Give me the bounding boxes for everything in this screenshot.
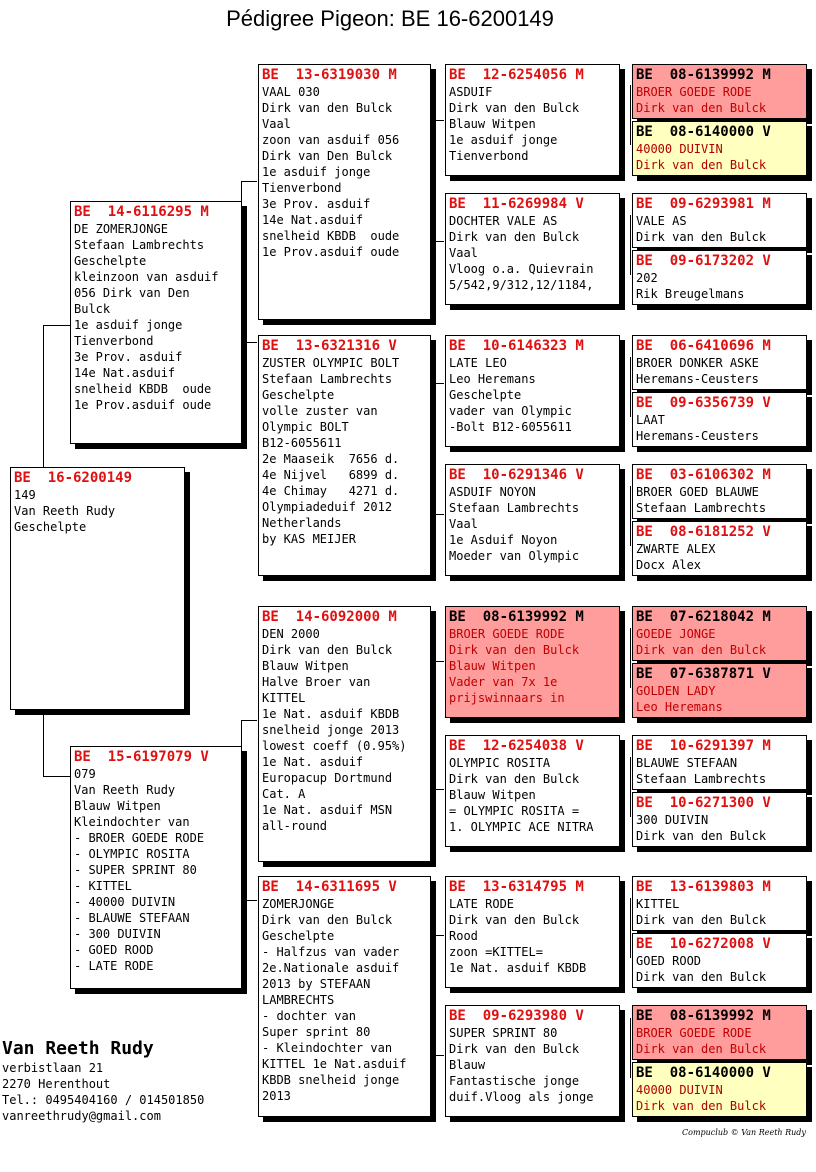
page-title: Pédigree Pigeon: BE 16-6200149 xyxy=(226,6,554,31)
pigeon-info-line: duif.Vloog als jonge xyxy=(449,1090,594,1104)
pigeon-info-line: lowest coeff (0.95%) xyxy=(262,739,407,753)
pigeon-info-line: Cat. A xyxy=(262,787,306,801)
pigeon-info-line: Dirk van den Bulck xyxy=(262,913,393,927)
pigeon-name: VAAL 030 xyxy=(262,85,320,99)
owner-block xyxy=(2,1038,204,1124)
connector-line xyxy=(430,514,444,515)
pigeon-name: DOCHTER VALE AS xyxy=(449,214,558,228)
pigeon-info-line: = OLYMPIC ROSITA = xyxy=(449,804,580,818)
pigeon-info-line: 1e Prov.asduif oude xyxy=(74,398,212,412)
pigeon-info-line: Super sprint 80 xyxy=(262,1025,371,1039)
pigeon-card-dddd[interactable] xyxy=(632,1062,807,1117)
pigeon-card-ddss[interactable] xyxy=(632,876,807,931)
ring-number: BE 11-6269984 V xyxy=(449,196,584,212)
pigeon-card-sdsd[interactable] xyxy=(632,392,807,447)
pigeon-info-line: Blauw Witpen xyxy=(262,659,349,673)
pigeon-info-line: - BLAUWE STEFAAN xyxy=(74,911,190,925)
pigeon-info-line: Europacup Dortmund xyxy=(262,771,393,785)
pigeon-card-sire[interactable] xyxy=(70,201,242,444)
ring-number: BE 14-6311695 V xyxy=(262,879,397,895)
ring-number: BE 10-6291397 M xyxy=(636,738,771,754)
pigeon-info-line: Dirk van den Bulck xyxy=(636,643,767,657)
pigeon-card-ddds[interactable] xyxy=(632,1005,807,1060)
pigeon-info-line: Stefaan Lambrechts xyxy=(636,501,767,515)
ring-number: BE 08-6181252 V xyxy=(636,524,771,540)
pigeon-info-line: Rik Breugelmans xyxy=(636,287,745,301)
pigeon-name: BROER GOED BLAUWE xyxy=(636,485,759,499)
pigeon-info-line: Kleindochter van xyxy=(74,815,190,829)
pigeon-info-line: - Halfzus van vader xyxy=(262,945,400,959)
pigeon-name: LATE RODE xyxy=(449,897,515,911)
pigeon-card-sssd[interactable] xyxy=(632,121,807,176)
pigeon-card-dds[interactable] xyxy=(445,876,620,988)
ring-number: BE 13-6139803 M xyxy=(636,879,771,895)
pigeon-info-line: - KITTEL xyxy=(74,879,132,893)
pigeon-info-line: 2013 xyxy=(262,1089,291,1103)
ring-number: BE 10-6146323 M xyxy=(449,338,584,354)
pigeon-info-line: Docx Alex xyxy=(636,558,702,572)
connector-line xyxy=(630,628,631,688)
pigeon-info-line: Blauw Witpen xyxy=(449,788,536,802)
owner-phone: Tel.: 0495404160 / 014501850 xyxy=(2,1093,205,1107)
pigeon-name: 149 xyxy=(14,488,36,502)
pigeon-info-line: Dirk van Den Bulck xyxy=(262,149,393,163)
pigeon-name: OLYMPIC ROSITA xyxy=(449,756,551,770)
pigeon-card-ssds[interactable] xyxy=(632,193,807,248)
pigeon-info-line: Dirk van den Bulck xyxy=(449,772,580,786)
pigeon-card-sss[interactable] xyxy=(445,64,620,176)
pigeon-card-dam-sire[interactable] xyxy=(258,606,431,862)
pigeon-name: BROER DONKER ASKE xyxy=(636,356,759,370)
pigeon-info-line: Netherlands xyxy=(262,516,342,530)
pigeon-info-line: Dirk van den Bulck xyxy=(636,913,767,927)
pigeon-info-line: KITTEL xyxy=(262,691,306,705)
pigeon-name: KITTEL xyxy=(636,897,680,911)
pigeon-name: ZOMERJONGE xyxy=(262,897,335,911)
pigeon-info-line: 3e Prov. asduif xyxy=(74,350,183,364)
pigeon-name: GOEDE JONGE xyxy=(636,627,716,641)
ring-number: BE 13-6319030 M xyxy=(262,67,397,83)
pigeon-card-dam-dam[interactable] xyxy=(258,876,431,1117)
owner-city: 2270 Herenthout xyxy=(2,1077,111,1091)
connector-line xyxy=(43,325,70,326)
pigeon-card-ssss[interactable] xyxy=(632,64,807,119)
pigeon-card-sire-dam[interactable] xyxy=(258,335,431,576)
pigeon-card-dam[interactable] xyxy=(70,746,242,989)
pigeon-info-line: LAMBRECHTS xyxy=(262,993,335,1007)
pigeon-info-line: Dirk van den Bulck xyxy=(449,230,580,244)
pigeon-info-line: Dirk van den Bulck xyxy=(449,101,580,115)
connector-line xyxy=(430,241,444,242)
pigeon-card-dss[interactable] xyxy=(445,606,620,718)
pigeon-info-line: - Kleindochter van xyxy=(262,1041,393,1055)
pigeon-info-line: - 300 DUIVIN xyxy=(74,927,161,941)
pigeon-info-line: Van Reeth Rudy xyxy=(14,504,116,518)
pigeon-info-line: Stefaan Lambrechts xyxy=(636,772,767,786)
ring-number: BE 13-6314795 M xyxy=(449,879,584,895)
pigeon-info-line: Vader van 7x 1e xyxy=(449,675,558,689)
pigeon-info-line: - LATE RODE xyxy=(74,959,154,973)
pigeon-card-dsd[interactable] xyxy=(445,735,620,847)
pigeon-info-line: 1e Nat. asduif KBDB xyxy=(262,707,400,721)
ring-number: BE 10-6271300 V xyxy=(636,795,771,811)
pigeon-name: 40000 DUIVIN xyxy=(636,142,723,156)
connector-line xyxy=(630,215,631,275)
pigeon-info-line: KITTEL 1e Nat.asduif xyxy=(262,1057,407,1071)
pigeon-info-line: snelheid jonge 2013 xyxy=(262,723,400,737)
pigeon-info-line: Geschelpte xyxy=(74,254,147,268)
ring-number: BE 16-6200149 xyxy=(14,470,133,486)
pigeon-info-line: Blauw Witpen xyxy=(74,799,161,813)
owner-street: verbistlaan 21 xyxy=(2,1061,104,1075)
ring-number: BE 08-6139992 M xyxy=(636,67,771,83)
connector-line xyxy=(43,710,44,776)
pigeon-name: DE ZOMERJONGE xyxy=(74,222,168,236)
ring-number: BE 09-6293981 M xyxy=(636,196,771,212)
pigeon-info-line: Olympiadeduif 2012 xyxy=(262,500,393,514)
pigeon-info-line: Geschelpte xyxy=(262,388,335,402)
pigeon-card-sds[interactable] xyxy=(445,335,620,447)
pigeon-info-line: 5/542,9/312,12/1184, xyxy=(449,278,594,292)
ring-number: BE 03-6106302 M xyxy=(636,467,771,483)
ring-number: BE 09-6356739 V xyxy=(636,395,771,411)
pigeon-name: GOLDEN LADY xyxy=(636,684,716,698)
pigeon-name: VALE AS xyxy=(636,214,687,228)
connector-line xyxy=(630,757,631,817)
pigeon-info-line: 1e Nat. asduif KBDB xyxy=(449,961,587,975)
pigeon-info-line: Dirk van den Bulck xyxy=(636,101,767,115)
pigeon-card-sdss[interactable] xyxy=(632,335,807,390)
pigeon-info-line: Moeder van Olympic xyxy=(449,549,580,563)
ring-number: BE 08-6139992 M xyxy=(636,1008,771,1024)
pigeon-name: 079 xyxy=(74,767,96,781)
ring-number: BE 08-6140000 V xyxy=(636,124,771,140)
pigeon-card-sdds[interactable] xyxy=(632,464,807,519)
pigeon-info-line: 4e Nijvel 6899 d. xyxy=(262,468,400,482)
connector-line xyxy=(43,325,44,467)
connector-line xyxy=(241,342,257,343)
connector-line xyxy=(630,85,631,145)
pigeon-info-line: Dirk van den Bulck xyxy=(636,230,767,244)
pigeon-card-ddsd[interactable] xyxy=(632,933,807,988)
connector-line xyxy=(43,776,70,777)
pigeon-info-line: - GOED ROOD xyxy=(74,943,154,957)
pigeon-info-line: Dirk van den Bulck xyxy=(449,913,580,927)
pigeon-info-line: snelheid KBDB oude xyxy=(74,382,212,396)
owner-email[interactable]: vanreethrudy@gmail.com xyxy=(2,1109,161,1123)
pigeon-card-sdd[interactable] xyxy=(445,464,620,576)
pigeon-name: BROER GOEDE RODE xyxy=(449,627,565,641)
pigeon-info-line: - dochter van xyxy=(262,1009,356,1023)
ring-number: BE 08-6140000 V xyxy=(636,1065,771,1081)
pigeon-info-line: Stefaan Lambrechts xyxy=(74,238,205,252)
pigeon-info-line: B12-6055611 xyxy=(262,436,342,450)
pigeon-info-line: 1e asduif jonge xyxy=(449,133,558,147)
pigeon-info-line: 14e Nat.asduif xyxy=(262,213,364,227)
ring-number: BE 09-6293980 V xyxy=(449,1008,584,1024)
pigeon-info-line: Vaal xyxy=(449,246,478,260)
ring-number: BE 08-6139992 M xyxy=(449,609,584,625)
pigeon-info-line: -Bolt B12-6055611 xyxy=(449,420,572,434)
pigeon-card-dsss[interactable] xyxy=(632,606,807,661)
pigeon-card-sire-sire[interactable] xyxy=(258,64,431,320)
ring-number: BE 07-6218042 M xyxy=(636,609,771,625)
pigeon-info-line: zoon =KITTEL= xyxy=(449,945,543,959)
owner-name: Van Reeth Rudy xyxy=(2,1038,154,1059)
ring-number: BE 10-6291346 V xyxy=(449,467,584,483)
ring-number: BE 10-6272008 V xyxy=(636,936,771,952)
connector-line xyxy=(630,486,631,546)
connector-line xyxy=(430,1055,444,1056)
connector-line xyxy=(430,120,444,121)
pigeon-info-line: Fantastische jonge xyxy=(449,1074,580,1088)
pigeon-info-line: 3e Prov. asduif xyxy=(262,197,371,211)
pigeon-info-line: - 40000 DUIVIN xyxy=(74,895,176,909)
pigeon-info-line: Vaal xyxy=(449,517,478,531)
pigeon-info-line: all-round xyxy=(262,819,328,833)
pigeon-info-line: Tienverbond xyxy=(449,149,529,163)
pigeon-card-dsdd[interactable] xyxy=(632,792,807,847)
pigeon-name: ASDUIF xyxy=(449,85,493,99)
pigeon-name: SUPER SPRINT 80 xyxy=(449,1026,558,1040)
pigeon-info-line: volle zuster van xyxy=(262,404,378,418)
pigeon-card-subject[interactable] xyxy=(10,467,185,710)
pigeon-info-line: Dirk van den Bulck xyxy=(262,101,393,115)
pigeon-name: BROER GOEDE RODE xyxy=(636,1026,752,1040)
pigeon-info-line: Dirk van den Bulck xyxy=(449,1042,580,1056)
pigeon-name: 40000 DUIVIN xyxy=(636,1083,723,1097)
pigeon-info-line: 1e Nat. asduif xyxy=(262,755,364,769)
pigeon-info-line: Tienverbond xyxy=(74,334,154,348)
pigeon-card-ssdd[interactable] xyxy=(632,250,807,305)
pigeon-name: GOED ROOD xyxy=(636,954,702,968)
pigeon-info-line: - OLYMPIC ROSITA xyxy=(74,847,190,861)
pigeon-info-line: Bulck xyxy=(74,302,111,316)
ring-number: BE 15-6197079 V xyxy=(74,749,209,765)
connector-line xyxy=(630,898,631,958)
pigeon-info-line: Heremans-Ceusters xyxy=(636,429,759,443)
pigeon-name: 202 xyxy=(636,271,658,285)
connector-line xyxy=(630,1018,631,1078)
pigeon-name: 300 DUIVIN xyxy=(636,813,709,827)
connector-line xyxy=(430,789,444,790)
pigeon-card-dssd[interactable] xyxy=(632,663,807,718)
pigeon-info-line: - SUPER SPRINT 80 xyxy=(74,863,197,877)
pigeon-info-line: 1. OLYMPIC ACE NITRA xyxy=(449,820,594,834)
pigeon-info-line: Van Reeth Rudy xyxy=(74,783,176,797)
ring-number: BE 06-6410696 M xyxy=(636,338,771,354)
footer-credit: Compuclub © Van Reeth Rudy xyxy=(682,1128,806,1137)
pigeon-info-line: kleinzoon van asduif xyxy=(74,270,219,284)
pigeon-info-line: Dirk van den Bulck xyxy=(636,1099,767,1113)
pigeon-info-line: Olympic BOLT xyxy=(262,420,349,434)
pigeon-info-line: Blauw xyxy=(449,1058,486,1072)
connector-line xyxy=(241,720,242,748)
connector-line xyxy=(241,720,257,721)
connector-line xyxy=(241,181,257,182)
pigeon-name: BROER GOEDE RODE xyxy=(636,85,752,99)
pigeon-info-line: Vaal xyxy=(262,117,291,131)
pigeon-info-line: Dirk van den Bulck xyxy=(636,970,767,984)
pigeon-card-ssd[interactable] xyxy=(445,193,620,305)
pigeon-info-line: 1e Nat. asduif MSN xyxy=(262,803,393,817)
connector-line xyxy=(241,900,257,901)
ring-number: BE 09-6173202 V xyxy=(636,253,771,269)
pigeon-info-line: 2013 by STEFAAN xyxy=(262,977,371,991)
pigeon-info-line: Leo Heremans xyxy=(636,700,723,714)
ring-number: BE 12-6254056 M xyxy=(449,67,584,83)
pigeon-card-dsds[interactable] xyxy=(632,735,807,790)
pigeon-info-line: 056 Dirk van Den xyxy=(74,286,190,300)
pigeon-info-line: Stefaan Lambrechts xyxy=(449,501,580,515)
pigeon-info-line: Vloog o.a. Quievrain xyxy=(449,262,594,276)
ring-number: BE 12-6254038 V xyxy=(449,738,584,754)
connector-line xyxy=(430,935,444,936)
ring-number: BE 13-6321316 V xyxy=(262,338,397,354)
pigeon-info-line: 1e asduif jonge xyxy=(262,165,371,179)
pigeon-info-line: 2e Maaseik 7656 d. xyxy=(262,452,400,466)
pigeon-name: ASDUIF NOYON xyxy=(449,485,536,499)
connector-line xyxy=(430,383,444,384)
ring-number: BE 14-6116295 M xyxy=(74,204,209,220)
pigeon-info-line: 4e Chimay 4271 d. xyxy=(262,484,400,498)
pigeon-info-line: Rood xyxy=(449,929,478,943)
pigeon-info-line: 1e Asduif Noyon xyxy=(449,533,558,547)
pigeon-info-line: Leo Heremans xyxy=(449,372,536,386)
connector-line xyxy=(430,661,444,662)
pigeon-info-line: Dirk van den Bulck xyxy=(636,1042,767,1056)
pigeon-card-sddd[interactable] xyxy=(632,521,807,576)
pigeon-info-line: 1e Prov.asduif oude xyxy=(262,245,400,259)
ring-number: BE 07-6387871 V xyxy=(636,666,771,682)
pigeon-name: LATE LEO xyxy=(449,356,507,370)
pigeon-info-line: Dirk van den Bulck xyxy=(262,643,393,657)
pigeon-info-line: snelheid KBDB oude xyxy=(262,229,400,243)
pigeon-info-line: Tienverbond xyxy=(262,181,342,195)
pigeon-info-line: Blauw Witpen xyxy=(449,117,536,131)
pigeon-info-line: Blauw Witpen xyxy=(449,659,536,673)
pigeon-card-ddd[interactable] xyxy=(445,1005,620,1117)
pigeon-name: BLAUWE STEFAAN xyxy=(636,756,738,770)
pigeon-info-line: Geschelpte xyxy=(449,388,522,402)
pigeon-name: LAAT xyxy=(636,413,665,427)
pigeon-info-line: vader van Olympic xyxy=(449,404,572,418)
pigeon-info-line: Dirk van den Bulck xyxy=(636,158,767,172)
pigeon-info-line: - BROER GOEDE RODE xyxy=(74,831,205,845)
pigeon-name: ZWARTE ALEX xyxy=(636,542,716,556)
pigeon-info-line: 2e.Nationale asduif xyxy=(262,961,400,975)
pigeon-info-line: Dirk van den Bulck xyxy=(449,643,580,657)
pigeon-info-line: prijswinnaars in xyxy=(449,691,565,705)
ring-number: BE 14-6092000 M xyxy=(262,609,397,625)
pigeon-info-line: Dirk van den Bulck xyxy=(636,829,767,843)
pigeon-info-line: Halve Broer van xyxy=(262,675,371,689)
pigeon-info-line: Stefaan Lambrechts xyxy=(262,372,393,386)
pigeon-info-line: 14e Nat.asduif xyxy=(74,366,176,380)
pigeon-info-line: Geschelpte xyxy=(14,520,87,534)
pigeon-info-line: zoon van asduif 056 xyxy=(262,133,400,147)
pigeon-info-line: Geschelpte xyxy=(262,929,335,943)
pigeon-info-line: KBDB snelheid jonge xyxy=(262,1073,400,1087)
pigeon-name: ZUSTER OLYMPIC BOLT xyxy=(262,356,400,370)
pigeon-info-line: by KAS MEIJER xyxy=(262,532,356,546)
connector-line xyxy=(630,357,631,417)
pigeon-name: DEN 2000 xyxy=(262,627,320,641)
pigeon-info-line: 1e asduif jonge xyxy=(74,318,183,332)
pigeon-info-line: Heremans-Ceusters xyxy=(636,372,759,386)
